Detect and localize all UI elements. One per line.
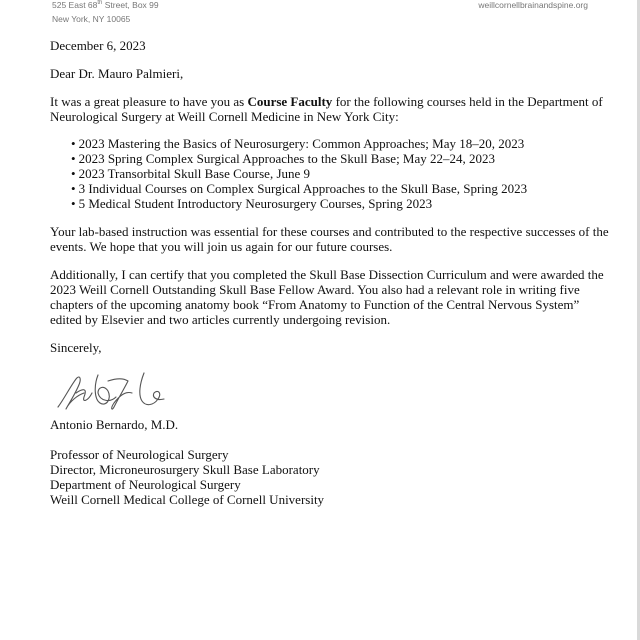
intro-text-start: It was a great pleasure to have you as (50, 94, 248, 109)
bullet-glyph: • (71, 166, 76, 181)
instruction-paragraph: Your lab-based instruction was essential for these courses and contributed to the respective successes of the events. We hope that you will join us again for our future courses. (50, 224, 609, 254)
letter-date: December 6, 2023 (50, 38, 146, 53)
address-line-1 (52, 0, 159, 12)
course-item (71, 196, 610, 211)
intro-text-end: for the following courses held in the Department of Neurological Surgery at Weill Cornell Medicine in New York City: (50, 94, 603, 124)
intro-role-bold: Course Faculty (247, 94, 333, 109)
course-item (71, 166, 610, 181)
handwritten-signature (54, 363, 174, 415)
bullet-glyph: • (71, 151, 76, 166)
course-item (71, 136, 610, 151)
bullet-glyph: • (71, 136, 76, 151)
signer-title-line: Director, Microneurosurgery Skull Base Laboratory (50, 462, 320, 477)
course-text: 2023 Mastering the Basics of Neurosurgery: Common Approaches; May 18–20, 2023 (78, 136, 525, 151)
signer-title-line: Professor of Neurological Surgery (50, 447, 229, 462)
letterhead-website[interactable]: weillcornellbrainandspine.org (478, 0, 588, 10)
course-list (50, 136, 610, 211)
bullet-glyph: • (71, 181, 76, 196)
intro-paragraph (50, 94, 610, 124)
address-street-number: 525 East 68 (52, 0, 98, 10)
closing: Sincerely, (50, 340, 102, 355)
course-item (71, 151, 610, 166)
letterhead-address (52, 0, 159, 26)
address-street-suffix: Street, Box 99 (102, 0, 159, 10)
salutation: Dear Dr. Mauro Palmieri, (50, 66, 184, 81)
letter-body (50, 38, 610, 507)
signer-title-line: Weill Cornell Medical College of Cornell University (50, 492, 325, 507)
course-text: 5 Medical Student Introductory Neurosurgery Courses, Spring 2023 (78, 196, 433, 211)
course-text: 2023 Spring Complex Surgical Approaches to the Skull Base; May 22–24, 2023 (78, 151, 496, 166)
address-line-2: New York, NY 10065 (52, 14, 131, 24)
course-text: 2023 Transorbital Skull Base Course, June 9 (78, 166, 311, 181)
course-item (71, 181, 610, 196)
course-text: 3 Individual Courses on Complex Surgical Approaches to the Skull Base, Spring 2023 (78, 181, 528, 196)
signer-titles (50, 447, 610, 507)
certification-paragraph: Additionally, I can certify that you completed the Skull Base Dissection Curriculum and were awarded the 2023 Weill Cornell Outstanding Skull Base Fellow Award. You also had a relevant role in writing five chapters of the upcoming anatomy book “From Anatomy to Function of the Central Nervous System” edited by Elsevier and two articles currently undergoing revision. (50, 267, 604, 327)
signer-name: Antonio Bernardo, M.D. (50, 417, 179, 432)
address-ordinal: th (97, 0, 103, 7)
signer-title-line: Department of Neurological Surgery (50, 477, 241, 492)
bullet-glyph: • (71, 196, 76, 211)
